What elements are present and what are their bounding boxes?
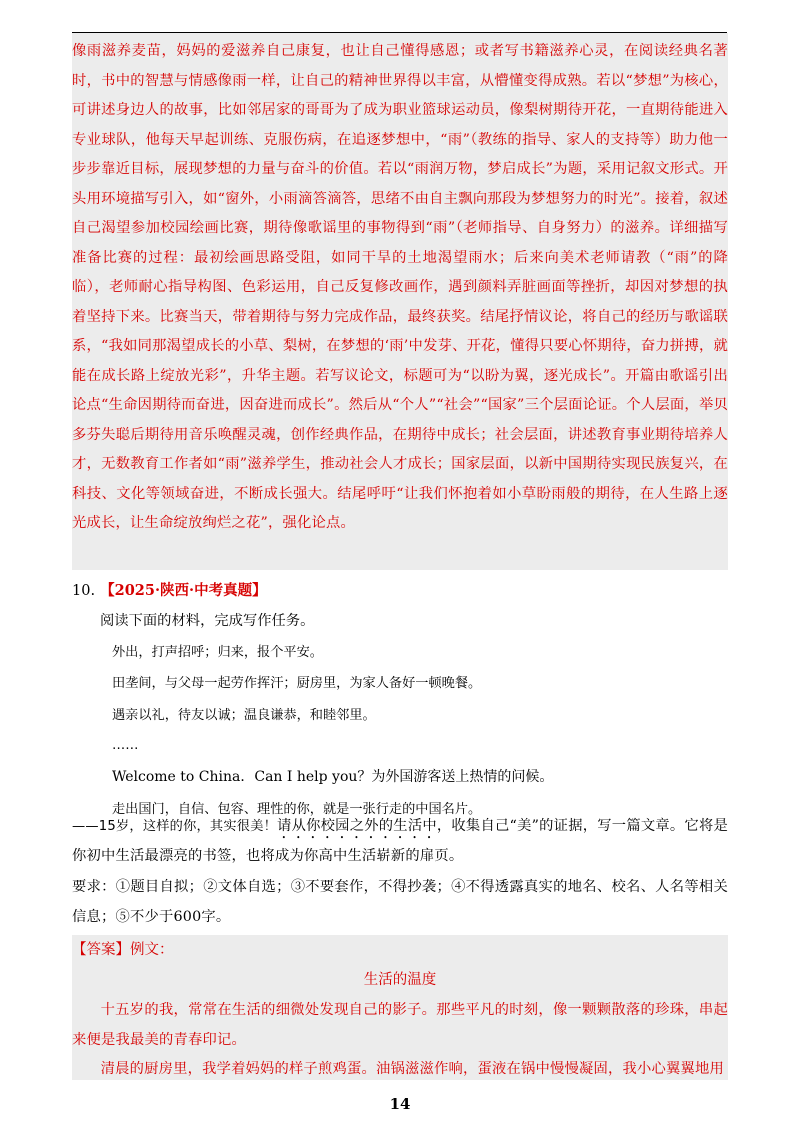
answer-tag: 【答案】 [72,942,130,958]
answer-continuation-block [72,33,728,570]
essay-paragraph: 清晨的厨房里，我学着妈妈的样子煎鸡蛋。油锅滋滋作响，蛋液在锅中慢慢凝固，我小心翼翼地用 [100,1061,724,1077]
essay-body [72,996,728,1085]
page-number: 14 [389,1095,411,1113]
answer-label: 例文： [130,942,174,958]
writing-prompt [72,812,728,872]
material-line: 遇亲以礼，待友以诚；温良谦恭，和睦邻里。 [112,708,376,723]
prompt-lead: ——15岁，这样的你，其实很美！ [72,819,278,834]
question-body [72,606,728,826]
essay-title: 生活的温度 [363,972,437,988]
question-heading [72,579,267,600]
material-line: …… [112,738,139,753]
question-instruction: 阅读下面的材料，完成写作任务。 [100,613,315,629]
material-line: Welcome to China．Can I help you？为外国游客送上热情的问候。 [112,769,554,785]
question-source: 【2025·陕西·中考真题】 [100,582,267,599]
requirements: 要求：①题目自拟；②文体自选；③不要套作，不得抄袭；④不得透露真实的地名、校名、人名等相关信息；⑤不少于600字。 [72,879,728,925]
answer-heading [72,938,174,959]
material-line: 走出国门，自信、包容、理性的你，就是一张行走的中国名片。 [112,802,482,817]
prompt-rest: ，收集自己“美”的证据，写一篇文章。它将是你初中生活最漂亮的书签，也将成为你高中生活崭新的扉页。 [72,818,728,864]
question-number: 10. [72,583,96,599]
prompt-emphasis: 请从你校园之外的生活中 [277,818,437,834]
essay-paragraph: 十五岁的我，常常在生活的细微处发现自己的影子。那些平凡的时刻，像一颗颗散落的珍珠，串起来便是我最美的青春印记。 [72,1002,728,1048]
material-line: 田垄间，与父母一起劳作挥汗；厨房里，为家人备好一顿晚餐。 [112,676,482,691]
material-line: 外出，打声招呼；归来，报个平安。 [112,645,323,660]
answer-continuation-text: 像雨滋养麦苗，妈妈的爱滋养自己康复，也让自己懂得感恩；或者写书籍滋养心灵，在阅读经典名著时，书中的智慧与情感像雨一样，让自己的精神世界得以丰富，从懵懂变得成熟。若以“梦想”为核心，可讲述身边人的故事，比如邻居家的哥哥为了成为职业篮球运动员，像梨树期待开花，一直期待能进入专业球队，他每天早起训练、克服伤病，在追逐梦想中，“雨”（教练的指导、家人的支持等）助力他一步步靠近目标，展现梦想的力量与奋斗的价值。若以“雨润万物，梦启成长”为题，采用记叙文形式。开头用环境描写引入，如“窗外，小雨滴答滴答，思绪不由自主飘向那段为梦想努力的时光”。接着，叙述自己渴望参加校园绘画比赛，期待像歌谣里的事物得到“雨”（老师指导、自身努力）的滋养。详细描写准备比赛的过程：最初绘画思路受阻，如同干旱的土地渴望雨水；后来向美术老师请教（“雨”的降临），老师耐心指导构图、色彩运用，自己反复修改画作，遇到颜料弄脏画面等挫折，却因对梦想的执着坚持下来。比赛当天，带着期待与努力完成作品，最终获奖。结尾抒情议论，将自己的经历与歌谣联系，“我如同那渴望成长的小草、梨树，在梦想的‘雨’中发芽、开花，懂得只要心怀期待，奋力拼搏，就能在成长路上绽放光彩”，升华主题。若写议论文，标题可为“以盼为翼，逐光成长”。开篇由歌谣引出论点“生命因期待而奋进，因奋进而成长”。然后从“个人”“社会”“国家”三个层面论证。个人层面，举贝多芬失聪后期待用音乐唤醒灵魂，创作经典作品，在期待中成长；社会层面，讲述教育事业期待培养人才，无数教育工作者如“雨”滋养学生，推动社会人才成长；国家层面，以新中国期待实现民族复兴，在科技、文化等领域奋进，不断成长强大。结尾呼吁“让我们怀抱着如小草盼雨般的期待，在人生路上逐光成长，让生命绽放绚烂之花”，强化论点。 [72,43,728,531]
